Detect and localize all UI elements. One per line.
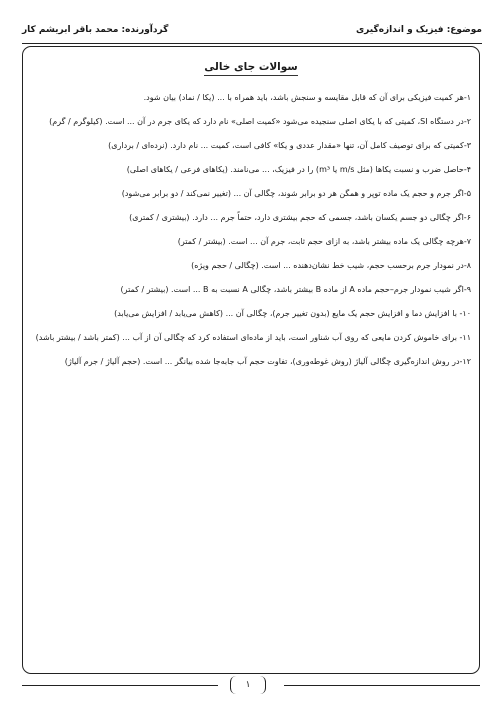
- question-item: ۱۲-در روش اندازه‌گیری چگالی آلیاژ (روش غوطه‌وری)، تفاوت حجم آب جابه‌جا شده بیانگر ... است. (حجم آلیاژ / جرم آلیاژ): [64, 357, 471, 366]
- section-title: [23, 61, 479, 73]
- question-item: ۳-کمیتی که برای توصیف کامل آن، تنها «مقدار عددی و یکا» کافی است، کمیت ... نام دارد. (نرده‌ای / برداری): [108, 141, 471, 150]
- subject-label: موضوع: فیزیک و اندازه‌گیری: [355, 25, 482, 35]
- question-item: ۱-هر کمیت فیزیکی برای آن که قابل مقایسه و سنجش باشد، باید همراه با ... (یکا / نماد) بیان شود.: [143, 93, 471, 102]
- question-item: ۲-در دستگاه SI، کمیتی که با یکای اصلی سنجیده می‌شود «کمیت اصلی» نام دارد که یکای جرم در آن ... است. (کیلوگرم / گرم): [49, 117, 471, 126]
- question-item: ۷-هرچه چگالی یک ماده بیشتر باشد، به ازای حجم ثابت، جرم آن ... است. (بیشتر / کمتر): [177, 237, 471, 246]
- question-item: ۴-حاصل ضرب و نسبت یکاها (مثل m/s یا m³) را در فیزیک، ... می‌نامند. (یکاهای فرعی / یکاهای اصلی): [126, 165, 471, 174]
- page-header: [22, 17, 482, 44]
- page-number-area: [0, 675, 496, 695]
- question-item: ۱۰- با افزایش دما و افزایش حجم یک مایع (بدون تغییر جرم)، چگالی آن ... (کاهش می‌یابد / افزایش می‌یابد): [114, 309, 471, 318]
- question-item: ۹-اگر شیب نمودار جرم–حجم ماده A از ماده B بیشتر باشد، چگالی A نسبت به B ... است. (بیشتر / کمتر): [120, 285, 471, 294]
- question-item: ۸-در نمودار جرم برحسب حجم، شیب خط نشان‌دهنده ... است. (چگالی / حجم ویژه): [191, 261, 471, 270]
- question-list: [31, 91, 471, 379]
- question-item: ۶-اگر چگالی دو جسم یکسان باشد، جسمی که حجم بیشتری دارد، حتماً جرم ... دارد. (بیشتری / کمتری): [129, 213, 471, 222]
- question-item: ۱۱- برای خاموش کردن مایعی که روی آب شناور است، باید از ماده‌ای استفاده کرد که چگالی آن از آب ... (کمتر باشد / بیشتر باشد): [35, 333, 471, 342]
- footer-divider-right: [284, 685, 480, 686]
- compiler-label: گردآورنده: محمد باقر ابریشم کار: [22, 25, 169, 35]
- content-frame: [22, 46, 480, 674]
- section-title-text: سوالات جای خالی: [204, 61, 297, 76]
- page-number: ۱: [230, 676, 266, 694]
- footer-divider-left: [22, 685, 218, 686]
- question-item: ۵-اگر جرم و حجم یک ماده توپر و همگن هر دو برابر شوند، چگالی آن ... (تغییر نمی‌کند / دو برابر می‌شود): [121, 189, 471, 198]
